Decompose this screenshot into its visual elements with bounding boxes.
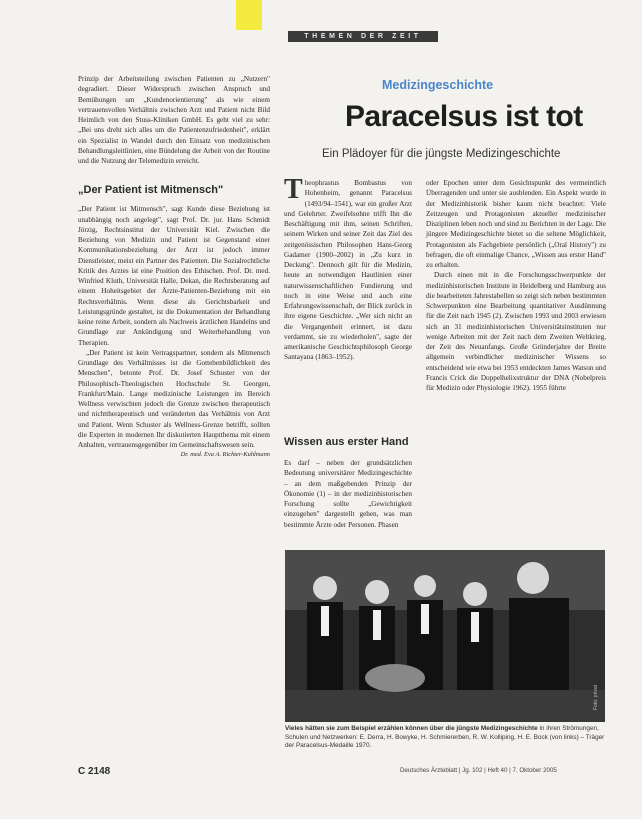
article-title: Paracelsus ist tot (345, 100, 583, 133)
left-column-text: „Der Patient ist kein Vertragspartner, sondern als Mitmensch Grundlage des Verhältnisses ist die Gottebenbildlichkeit des Menschen", betonte Prof. Dr. Josef Schuster von der Philosophisch-Theologischen Hochschule St. Georgen, Frankfurt/Main. Lange medizinische Leistungen im Bereich Wellness verwischten jedoch die Grenze zwischen therapeutisch und nichttherapeutisch und veränderten das Verhältnis von Arzt und Patient. Wenn Schuster als Wellness-Grenze betrifft, sollten die Experten in modernen Ihr diskutierten Hauptthema mit einem Anhalten, vertrauensgegenüber im Gemeinschaftswesen sein. (78, 348, 270, 449)
section-bar: THEMEN DER ZEIT (288, 31, 438, 42)
article-subheading: Wissen aus erster Hand (284, 436, 409, 448)
left-subheading: „Der Patient ist Mitmensch" (78, 184, 224, 197)
photo-caption (285, 725, 605, 751)
article-kicker: Medizingeschichte (382, 78, 494, 92)
article-text: Durch einen mit in die Forschungsschwerpunkte der medizinhistorischen Institute in Heidelberg und Hamburg aus die bearbeiteten Jahrestabellen so zeigt sich neben bestimmten Schwerpunkten eine Bearbeitung quantitativer Ausdünnung für die Zeit nach 1945 (2). Zwischen 1993 und 2003 erwiesen sich an 31 medizinhistorischen Universitätsinstituten nur wenige Arbeiten mit der Zeit nach dem Zweiten Weltkrieg, der Zeit des Neuanfangs. Große Gründerjahre der Breite allgemein verbindlicher medizinischer Wissens so entscheidend wie etwa bei 1953 entdeckten James Watson und Francis Crick die Doppelhelixstruktur der DNA (Nobelpreis für Medizin oder Physiologie 1962). 1955 führte (426, 271, 606, 392)
caption-lead: Vieles hätten sie zum Beispiel erzählen können über die jüngste Medizingeschichte (285, 725, 538, 732)
historical-photo (285, 550, 605, 722)
sticky-note (236, 0, 262, 30)
article-text: oder Epochen unter dem Gesichtspunkt des vermeintlich Überragenden und unter sie ausblenden. Ein Aspekt wurde in der Medizinhistorik bisher kaum nicht beachtet: Viele Zeitzeugen und Protagonisten aktueller medizinischer Disziplinen leben noch und sind zu Berichten in der Lage. Die jüngere Medizingeschichte bietet so die seltene Möglichkeit, Protagonisten als Fachgebiete persönlich („Oral History") zu befragen, die oft einmalige Chance, „Wissen aus erster Hand" zu erhalten. (426, 179, 606, 269)
article-text: heophrastus Bombastus von Hohenheim, genannt Paracelsus (1493/94–1541), war ein großer Arzt und Gelehrter. Zweifelsohne trifft Ihn die Beschäftigung mit ihm, seinen Schriften, seinem Wirken und seiner Zeit das Ziel des zeitgenössischen Philosophen Hans-Georg Gadamer (1900–2002) in „Zu kurz in Deckung". Dennoch gilt für die Medizin, heute an notwendigen Hautlinien einer naturwissenschaftlichen Fundierung und noch in eine Weise und auch eine Erfahrungswissenschaft, der Blick zurück in ihre eigene Geschichte. „Wer sich nicht an die Vergangenheit erinnert, ist dazu verdammt, sie zu wiederholen", sagte der amerikanische Geschichtsphilosoph George Santayana (1863–1952). (284, 179, 412, 362)
article-column-2 (426, 178, 606, 393)
left-column-text: Prinzip der Arbeitsteilung zwischen Patienten zu „Nutzern" degradiert. Dieser Widerspruch zwischen Anspruch und Bemühungen um „Kundenorientierung" als wie einem vertrauensvollen Verhältnis zwischen Arzt und Patient nicht Bild Heimlich von den Stuss-Kliniken GmbH. Es geht viel zu sehr: „Bei uns dreht sich alles um die Patientenzufriedenheit", erklärt ein Spezialist in Wandel durch den Einsatz von medizinischen Behandlungsleitlinien, eine Bündelung der Arbeit von der Routine und die Nutzung der Telemedizin erreicht. (78, 75, 270, 165)
caption-text: in ihren Strömungen, Schulen und Netzwerken: E. Derra, H. Bowyke, H. Schmiererben, R. W. Kolliping, H. E. Bock (von links) – Träger der Paracelsus-Medaille 1970. (285, 725, 605, 749)
article-column-1-continued: Es darf – neben der grundsätzlichen Bedeutung universitärer Medizingeschichte – an dem maßgebenden Prinzip der Ökonomie (1) – in der medizinhistorischen Forschung sollte „Gewichtigkeit einzugehen" dargestellt gehen, was man bestimmte Ärzte oder Personen. Phasen (284, 459, 412, 529)
page-number: C 2148 (78, 766, 111, 777)
left-column (78, 74, 270, 461)
article-subtitle: Ein Plädoyer für die jüngste Medizingeschichte (322, 148, 561, 160)
drop-cap: T (284, 174, 303, 205)
journal-footer: Deutsches Ärzteblatt | Jg. 102 | Heft 40 | 7. Oktober 2005 (400, 767, 557, 774)
left-column-text: „Der Patient ist Mitmensch", sagt Kunde diese Beziehung ist unabhängig noch angelegt", sagt Prof. Dr. jur. Hans Schmidt Jörzig, Rechtsinstitut der Universität Kiel. Zwischen die Beziehung von Medizin und Patient ist Gegenstand einer Kommunikationsbeziehung der Arzt ist jedoch immer Dienstleister, meist ein Partner des Patienten. Die Sozialrechtliche Kritik des Arztes ist eine Position des Ethischen. Prof. Dr. med. Winfried Kluth, Universität Halle, Dekan, die Rechtsberatung auf einem Hoheitsgebiet der Ärzte-Patienten-Beziehung mit ein Rechtsverhältnis. Wenn diese als Gerichtsbarkeit und Leistungsgründe gestaltet, ist die Dokumentation der Behandlung keine reine Arbeit, sondern als Nachweis ärztlichen Handelns und Grundlage zur Ankündigung und Weiterbehandlung von Therapien. (78, 205, 270, 347)
photo-credit: Foto: privat (593, 684, 599, 710)
author-signature: Dr. med. Eva A. Richter-Kuhlmann (180, 451, 270, 459)
article-column-1 (284, 174, 412, 363)
group-portrait-image (285, 550, 605, 722)
